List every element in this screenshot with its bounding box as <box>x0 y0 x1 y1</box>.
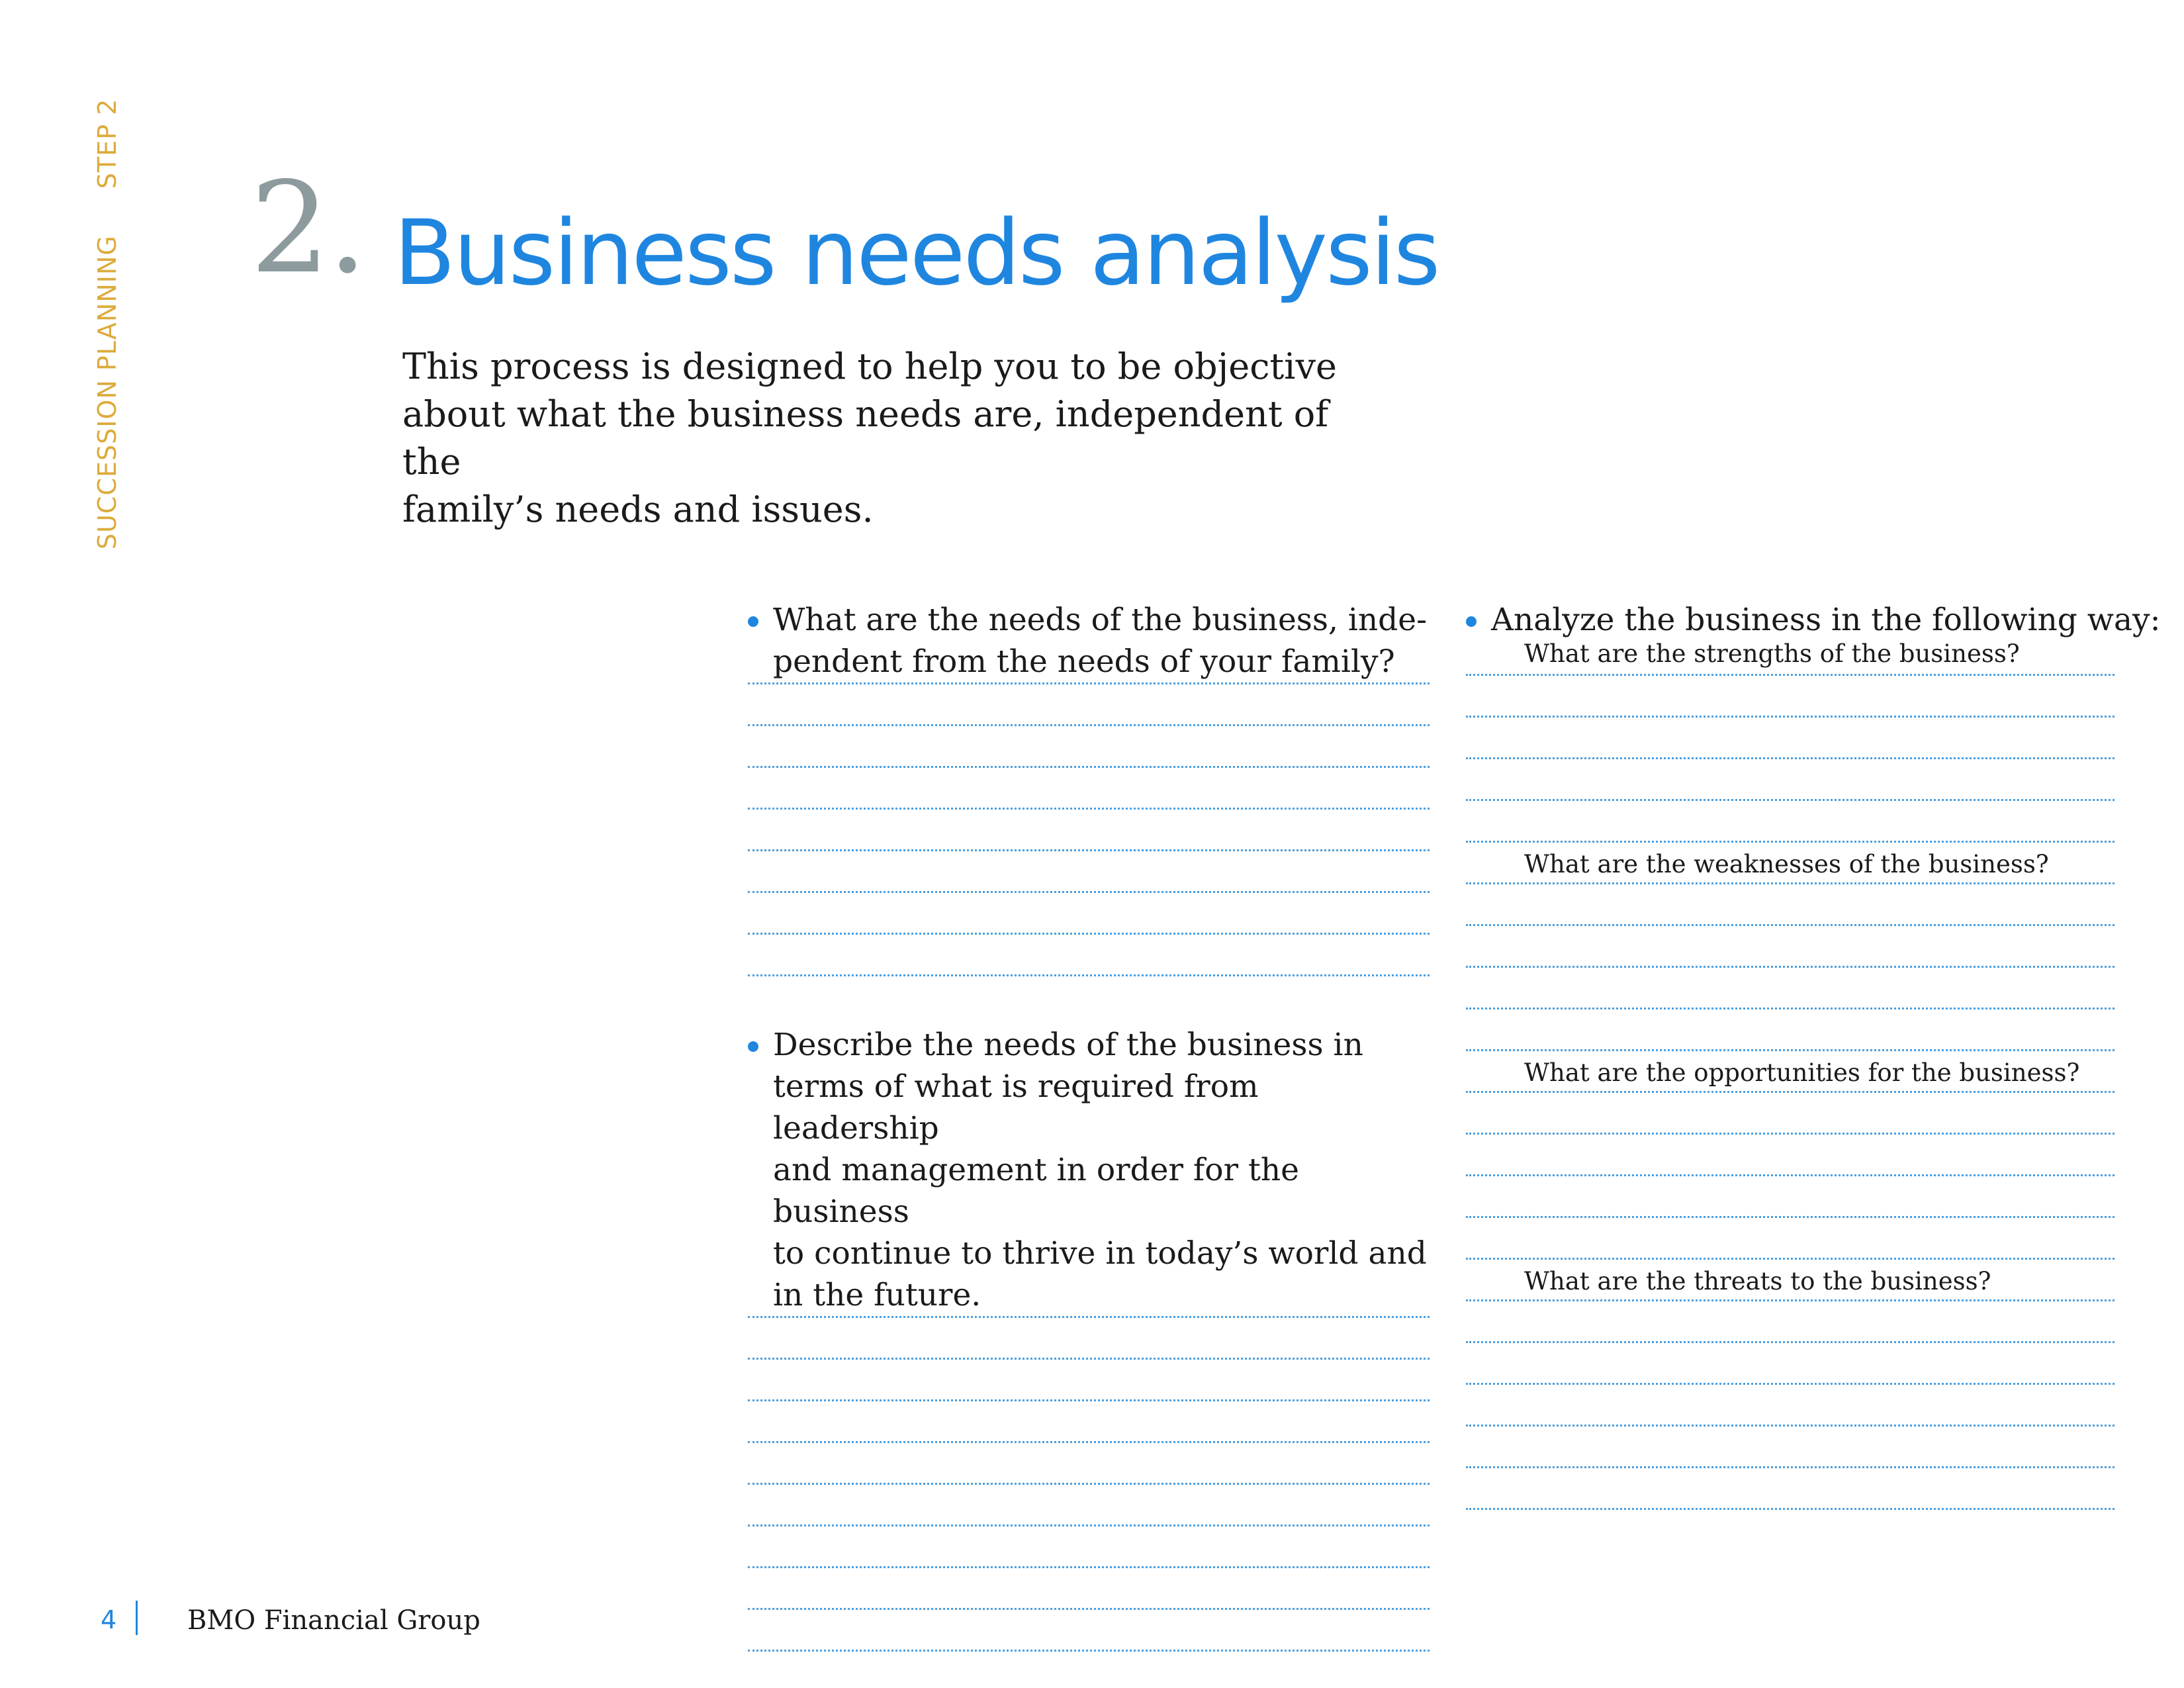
bullet-icon <box>748 1041 758 1052</box>
opportunities-prompt: What are the opportunities for the business? <box>1524 1058 2080 1087</box>
question-leadership-needs <box>748 1024 1430 1316</box>
left-column <box>748 599 1430 1652</box>
footer-divider <box>136 1601 138 1635</box>
page-number: 4 <box>101 1605 117 1634</box>
bullet-icon <box>748 616 758 627</box>
bullet-icon <box>1466 616 1477 627</box>
intro-line: family’s needs and issues. <box>402 489 874 530</box>
threats-prompt: What are the threats to the business? <box>1524 1267 1991 1295</box>
question-line: to continue to thrive in today’s world and <box>773 1235 1427 1272</box>
strengths-prompt: What are the strengths of the business? <box>1524 639 2020 668</box>
page-title: Business needs analysis <box>394 201 1439 306</box>
right-column <box>1466 599 2161 1510</box>
section-number: 2. <box>250 155 365 301</box>
question-line: What are the needs of the business, inde- <box>773 602 1427 638</box>
question-business-needs <box>748 599 1430 682</box>
question-line: terms of what is required from leadership <box>773 1068 1259 1147</box>
weaknesses-prompt: What are the weaknesses of the business? <box>1524 850 2049 878</box>
intro-line: This process is designed to help you to be objective <box>402 346 1337 387</box>
question-line: and management in order for the business <box>773 1152 1299 1230</box>
intro-line: about what the business needs are, independent of the <box>402 393 1329 483</box>
side-tab <box>93 99 122 549</box>
intro-paragraph <box>402 343 1395 534</box>
side-tab-section: SUCCESSION PLANNING <box>93 235 122 549</box>
answer-line[interactable] <box>748 1650 1430 1652</box>
side-tab-step: STEP 2 <box>93 98 122 189</box>
swot-heading <box>1466 599 2161 641</box>
question-line: pendent from the needs of your family? <box>773 643 1395 680</box>
answer-line[interactable] <box>1466 1508 2115 1510</box>
question-line: Describe the needs of the business in <box>773 1027 1363 1063</box>
footer-brand: BMO Financial Group <box>187 1605 480 1636</box>
swot-heading-text: Analyze the business in the following way: <box>1491 602 2161 638</box>
question-line: in the future. <box>773 1277 981 1313</box>
